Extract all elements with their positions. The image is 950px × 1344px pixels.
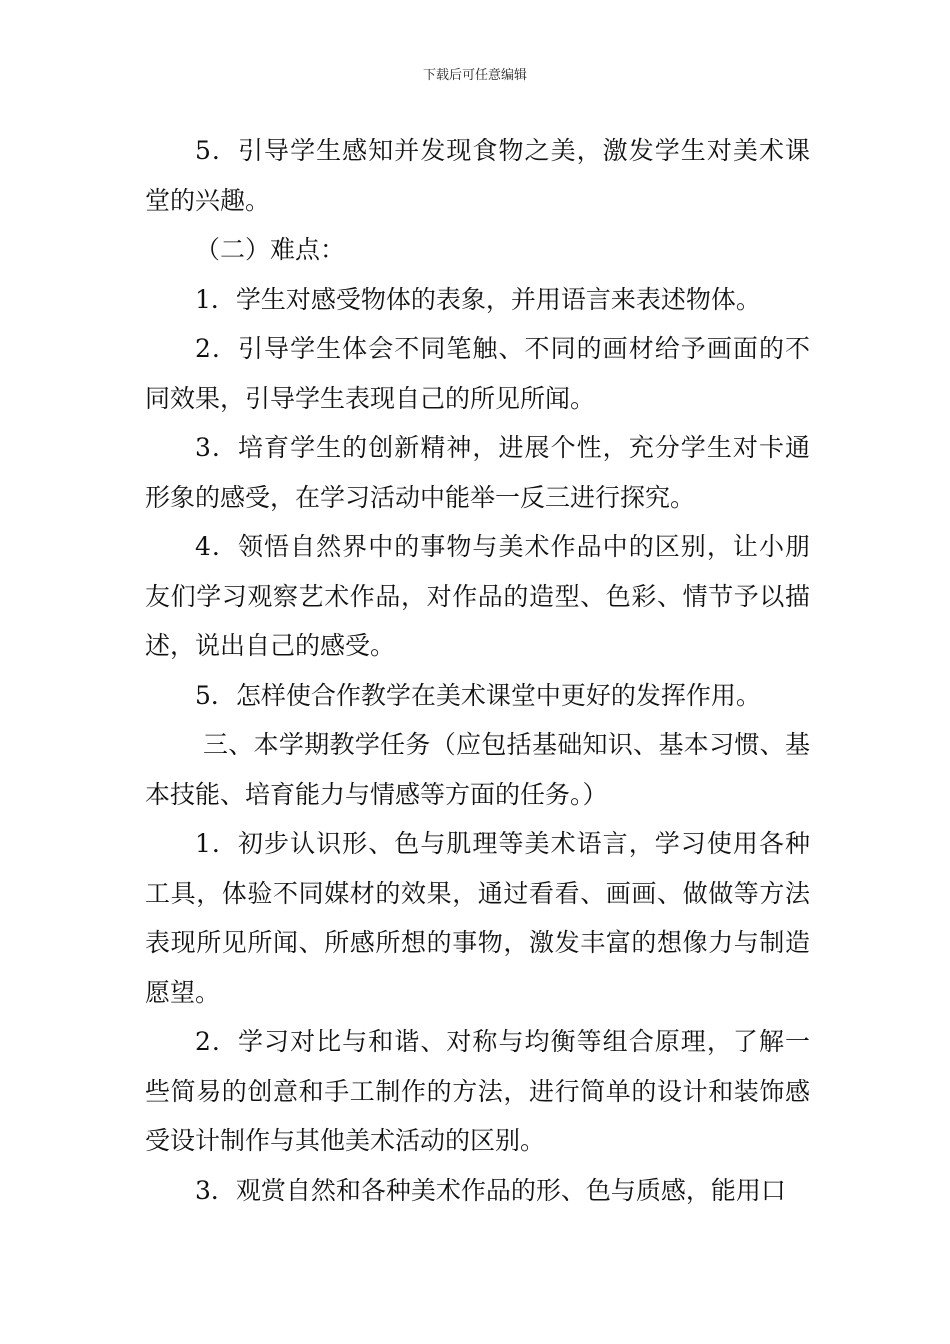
paragraph-difficulty-5: 5．怎样使合作教学在美术课堂中更好的发挥作用。 [195,680,761,710]
paragraph-difficulty-2: 2．引导学生体会不同笔触、不同的画材给予画面的不同效果，引导学生表现自己的所见所闻。 [145,334,810,413]
paragraph-goal-5: 5．引导学生感知并发现食物之美，激发学生对美术课堂的兴趣。 [145,136,810,215]
paragraph-task-2: 2．学习对比与和谐、对称与均衡等组合原理，了解一些简易的创意和手工制作的方法，进行简单的设计和装饰感受设计制作与其他美术活动的区别。 [145,1027,810,1155]
section-heading-tasks: 三、本学期教学任务（应包括基础知识、基本习惯、基本技能、培育能力与情感等方面的任务。） [145,730,810,809]
paragraph-difficulty-1: 1．学生对感受物体的表象，并用语言来表述物体。 [195,284,761,314]
paragraph-difficulty-3: 3．培育学生的创新精神，进展个性，充分学生对卡通形象的感受，在学习活动中能举一反三进行探究。 [145,433,810,512]
page-header: 下载后可任意编辑 [422,68,527,83]
section-heading-difficulties: （二）难点： [195,235,346,264]
paragraph-task-3: 3．观赏自然和各种美术作品的形、色与质感，能用口 [195,1175,786,1205]
document-body [145,126,810,1215]
paragraph-task-1: 1．初步认识形、色与肌理等美术语言，学习使用各种工具，体验不同媒材的效果，通过看看、画画、做做等方法表现所见所闻、所感所想的事物，激发丰富的想像力与制造愿望。 [145,829,810,1007]
paragraph-difficulty-4: 4．领悟自然界中的事物与美术作品中的区别，让小朋友们学习观察艺术作品，对作品的造型、色彩、情节予以描述，说出自己的感受。 [145,532,810,660]
